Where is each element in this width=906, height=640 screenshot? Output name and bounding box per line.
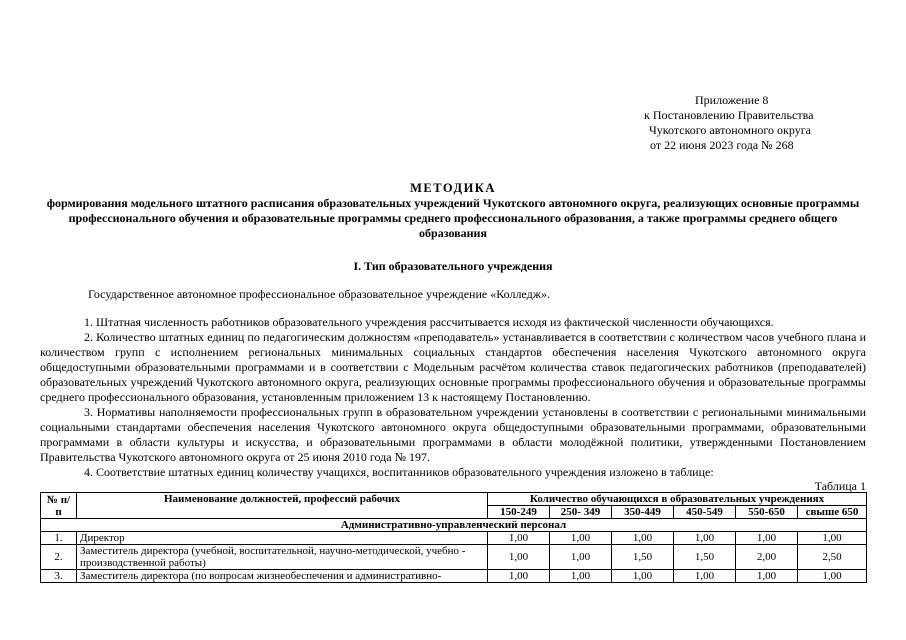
title-main: МЕТОДИКА (410, 181, 496, 195)
annex-line-3: Чукотского автономного округа (649, 123, 811, 137)
row-value: 1,50 (674, 545, 736, 570)
row-value: 1,00 (488, 545, 550, 570)
title-subtitle: формирования модельного штатного расписания образовательных учреждений Чукотского автономного округа, реализующих основные программы профессионального обучения и образовательные программы среднего профессионального образования, а также программы среднего общего образования (46, 196, 860, 240)
row-value: 1,00 (674, 570, 736, 583)
institution-name: Государственное автономное профессиональное образовательное учреждение «Колледж». (88, 287, 550, 301)
row-value: 1,00 (612, 532, 674, 545)
table-section-row: Административно-управленческий персонал (41, 519, 867, 532)
paragraph-1: 1. Штатная численность работников образовательного учреждения рассчитывается исходя из фактической численности обучающихся. (84, 315, 774, 329)
row-value: 1,00 (488, 532, 550, 545)
row-value: 1,50 (612, 545, 674, 570)
table-row (41, 545, 867, 570)
row-num: 3. (41, 570, 77, 583)
column-header: 250- 349 (550, 506, 612, 519)
row-name: Директор (77, 532, 488, 545)
header-name: Наименование должностей, профессий рабочих (77, 493, 488, 519)
row-value: 2,50 (798, 545, 867, 570)
row-name: Заместитель директора (учебной, воспитательной, научно-методической, учебно - производственной работы) (77, 545, 488, 570)
column-header: свыше 650 (798, 506, 867, 519)
column-header: 150-249 (488, 506, 550, 519)
section-heading: I. Тип образовательного учреждения (353, 259, 553, 273)
paragraph-3: 3. Нормативы наполняемости профессиональных групп в образовательном учреждении установлены в соответствии с региональными минимальными социальными стандартами обеспечения населения Чукотского автономного округа общедоступными образовательными программами, образовательными программами в области культуры и искусства, и образовательными программами в области молодёжной политики, утвержденными Постановлением Правительства Чукотского автономного округа от 25 июня 2010 года № 197. (40, 405, 866, 464)
document-title (40, 181, 866, 241)
row-value: 1,00 (674, 532, 736, 545)
row-value: 1,00 (736, 532, 798, 545)
row-num: 1. (41, 532, 77, 545)
row-value: 2,00 (736, 545, 798, 570)
header-group: Количество обучающихся в образовательных учреждениях (488, 493, 867, 506)
row-value: 1,00 (550, 545, 612, 570)
row-value: 1,00 (736, 570, 798, 583)
annex-header (642, 93, 872, 153)
row-value: 1,00 (488, 570, 550, 583)
paragraphs (40, 315, 866, 480)
table-row (41, 570, 867, 583)
column-header: 350-449 (612, 506, 674, 519)
row-value: 1,00 (798, 570, 867, 583)
header-num: № п/п (41, 493, 77, 519)
annex-line-2: к Постановлению Правительства (644, 108, 814, 122)
table-row (41, 532, 867, 545)
row-name: Заместитель директора (по вопросам жизнеобеспечения и административно- (77, 570, 488, 583)
row-value: 1,00 (612, 570, 674, 583)
annex-line-1: Приложение 8 (695, 93, 769, 107)
table-caption: Таблица 1 (814, 479, 866, 493)
row-value: 1,00 (798, 532, 867, 545)
column-header: 550-650 (736, 506, 798, 519)
row-value: 1,00 (550, 532, 612, 545)
paragraph-2: 2. Количество штатных единиц по педагогическим должностям «преподаватель» устанавливается в соответствии с количеством часов учебного плана и количеством групп с исполнением региональных минимальных социальных стандартов обеспечения населения Чукотского автономного округа общедоступными образовательными программами и в соответствии с Модельным расчётом количества ставок педагогических работников (преподавателей) образовательных учреждений Чукотского автономного округа, реализующих основные программы профессионального обучения и образовательные программы среднего профессионального образования, установленным приложением 13 к настоящему Постановлению. (40, 330, 866, 404)
staff-table (40, 492, 867, 583)
row-value: 1,00 (550, 570, 612, 583)
column-header: 450-549 (674, 506, 736, 519)
paragraph-4: 4. Соответствие штатных единиц количеству учащихся, воспитанников образовательного учреждения изложено в таблице: (84, 465, 714, 479)
annex-line-4: от 22 июня 2023 года № 268 (650, 138, 794, 152)
row-num: 2. (41, 545, 77, 570)
